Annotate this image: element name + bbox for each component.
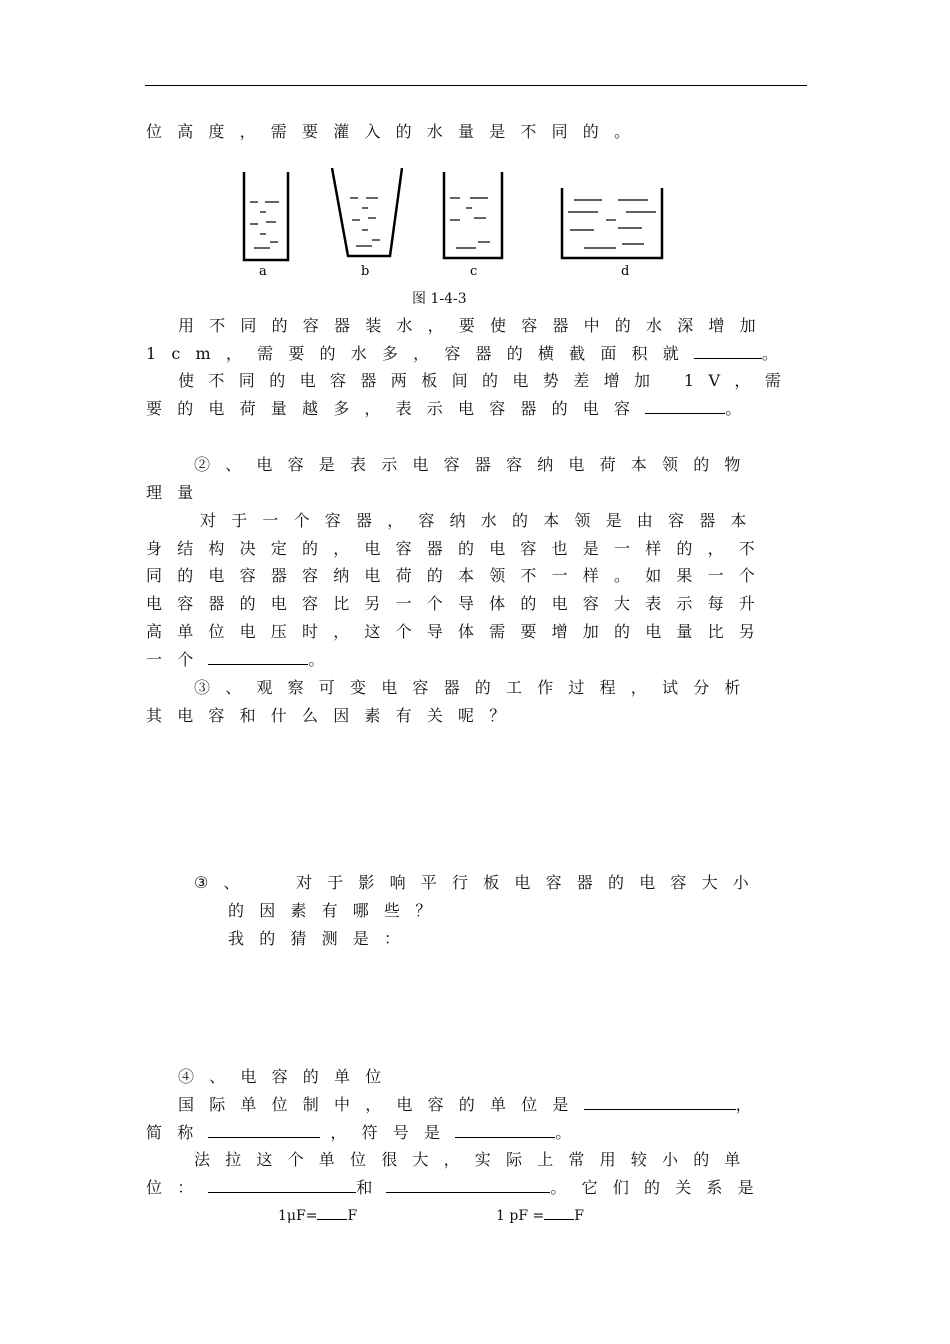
container-label-c: c xyxy=(470,264,478,279)
blank-unit-answer[interactable] xyxy=(584,1095,736,1110)
section3b-line2: 的因素有哪些？ xyxy=(228,901,447,920)
section4-line3: 法拉这个单位很大，实际上常用较小的单 xyxy=(194,1150,756,1169)
section2-line3: 同的电容器容纳电荷的本领不一样。如果一个 xyxy=(146,566,771,585)
header-rule xyxy=(145,85,807,86)
para1-line3: 使不同的电容器两板间的电势差增加 1V，需 xyxy=(178,371,796,390)
blank-microfarad-answer[interactable] xyxy=(317,1207,347,1220)
intro-line: 位高度，需要灌入的水量是不同的。 xyxy=(146,122,646,141)
section3b-line3: 我的猜测是： xyxy=(228,929,416,948)
para1-line1: 用不同的容器装水，要使容器中的水深增加 xyxy=(178,316,771,335)
section2-line4: 电容器的电容比另一个导体的电容大表示每升 xyxy=(146,594,771,613)
section2-line6: 一个 。 xyxy=(146,650,325,669)
para1-line4: 要的电荷量越多，表示电容器的电容 。 xyxy=(146,399,742,418)
blank-area-answer[interactable] xyxy=(694,344,762,359)
equation-microfarad: 1μF= F xyxy=(278,1208,358,1224)
container-b xyxy=(332,168,402,256)
section4-line4: 位： 和 。它们的关系是 xyxy=(146,1178,769,1197)
section3a-line1: ③、观察可变电容器的工作过程，试分析 xyxy=(194,678,756,697)
section2-heading-line1: ②、电容是表示电容器容纳电荷本领的物 xyxy=(194,455,756,474)
container-a xyxy=(244,172,288,260)
blank-picofarad-answer[interactable] xyxy=(544,1207,574,1220)
section2-line1: 对于一个容器，容纳水的本领是由容器本 xyxy=(200,511,762,530)
container-d xyxy=(562,188,662,258)
container-label-d: d xyxy=(621,264,630,279)
section3b-line1: 对于影响平行板电容器的电容大小 xyxy=(296,873,765,892)
blank-symbol-answer[interactable] xyxy=(455,1123,555,1138)
section3a-line2: 其电容和什么因素有关呢？ xyxy=(146,706,521,725)
section2-heading-line2: 理量 xyxy=(146,483,209,502)
figure-caption: 图 1-4-3 xyxy=(412,291,467,307)
para1-line2: 1cm，需要的水多，容器的横截面积就 。 xyxy=(146,344,778,363)
container-label-a: a xyxy=(259,264,267,279)
equation-picofarad: 1 pF = F xyxy=(496,1208,584,1224)
section2-line5: 高单位电压时，这个导体需要增加的电量比另 xyxy=(146,622,771,641)
section3b-num: ③、 xyxy=(194,873,255,892)
blank-capacitance-answer[interactable] xyxy=(645,399,725,414)
section4-heading: ④、电容的单位 xyxy=(178,1067,397,1086)
container-label-b: b xyxy=(361,264,370,279)
container-figure xyxy=(230,160,690,285)
section2-line2: 身结构决定的，电容器的电容也是一样的，不 xyxy=(146,539,771,558)
blank-smaller-unit1-answer[interactable] xyxy=(208,1178,356,1193)
section4-line2: 简称 ，符号是 。 xyxy=(146,1123,572,1142)
blank-smaller-unit2-answer[interactable] xyxy=(386,1178,550,1193)
container-c xyxy=(444,172,502,258)
blank-charge-answer[interactable] xyxy=(208,650,308,665)
section4-line1: 国际单位制中，电容的单位是 ， xyxy=(178,1095,752,1114)
blank-short-name-answer[interactable] xyxy=(208,1123,320,1138)
